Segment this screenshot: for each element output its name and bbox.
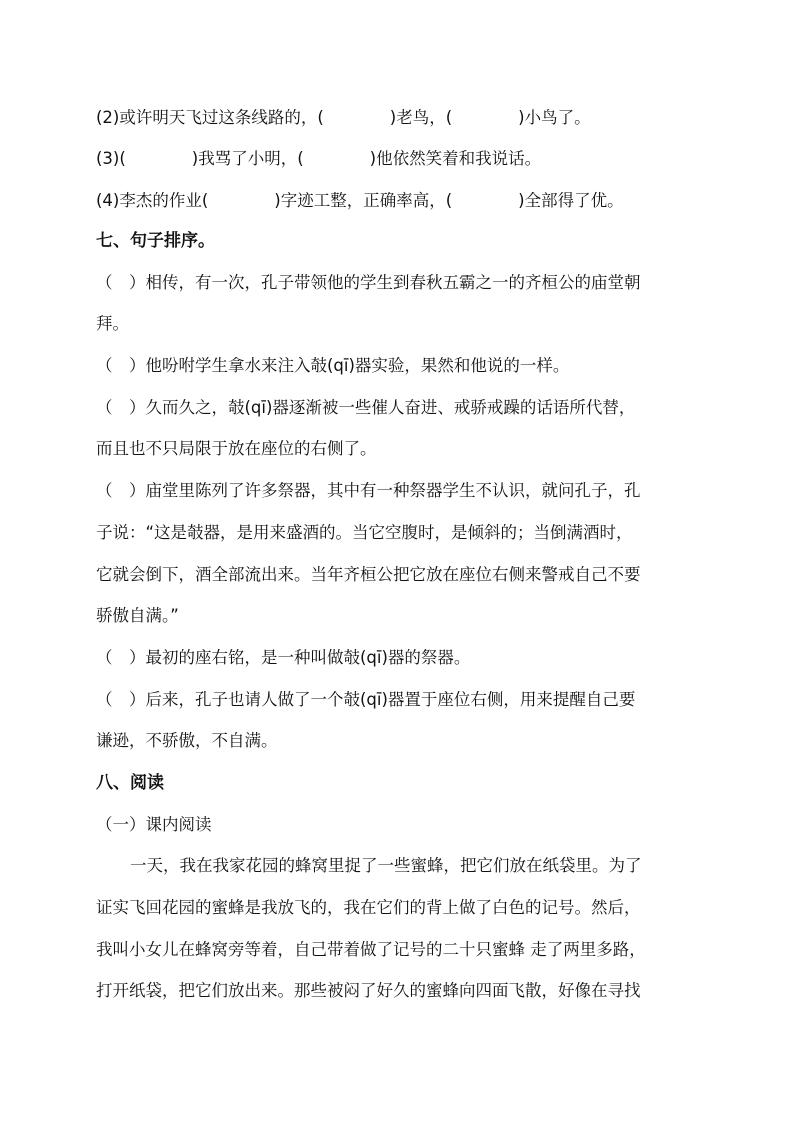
- sentence-order-item-continued: 拜。: [96, 314, 129, 333]
- exercise-line-4: (4)李杰的作业( )字迹工整，正确率高，( )全部得了优。: [96, 191, 624, 210]
- exercise-line-2: (2)或许明天飞过这条线路的，( )老鸟，( )小鸟了。: [96, 108, 591, 127]
- exercise-line-3: (3)( )我骂了小明，( )他依然笑着和我说话。: [96, 149, 542, 168]
- subsection-heading-in-class-reading: （一）课内阅读: [96, 815, 212, 834]
- sentence-order-item-continued: 而且也不只局限于放在座位的右侧了。: [96, 439, 377, 458]
- sentence-order-item: （ ）久而久之，攲(qī)器逐渐被一些催人奋进、戒骄戒躁的话语所代替，: [96, 398, 636, 417]
- section-heading-sentence-order: 七、句子排序。: [96, 231, 215, 251]
- reading-paragraph-line: 一天，我在我家花园的蜂窝里捉了一些蜜蜂，把它们放在纸袋里。为了: [130, 856, 642, 875]
- sentence-order-item-continued: 它就会倒下，酒全部流出来。当年齐桓公把它放在座位右侧来警戒自己不要: [96, 565, 641, 584]
- sentence-order-item-continued: 谦逊，不骄傲，不自满。: [96, 731, 278, 750]
- sentence-order-item: （ ）他吩咐学生拿水来注入攲(qī)器实验，果然和他说的一样。: [96, 356, 570, 375]
- reading-paragraph-line: 我叫小女儿在蜂窝旁等着，自己带着做了记号的二十只蜜蜂 走了两里多路，: [96, 940, 646, 959]
- sentence-order-item: （ ）相传，有一次，孔子带领他的学生到春秋五霸之一的齐桓公的庙堂朝: [96, 273, 641, 292]
- sentence-order-item-continued: 骄傲自满。”: [96, 606, 179, 625]
- section-heading-reading: 八、阅读: [96, 773, 164, 793]
- sentence-order-item: （ ）最初的座右铭，是一种叫做攲(qī)器的祭器。: [96, 648, 471, 667]
- reading-paragraph-line: 打开纸袋，把它们放出来。那些被闷了好久的蜜蜂向四面飞散，好像在寻找: [96, 981, 641, 1000]
- sentence-order-item-continued: 子说：“这是攲器，是用来盛酒的。当它空腹时，是倾斜的；当倒满酒时，: [96, 523, 633, 542]
- reading-paragraph-line: 证实飞回花园的蜜蜂是我放飞的，我在它们的背上做了白色的记号。然后，: [96, 898, 641, 917]
- sentence-order-item: （ ）后来，孔子也请人做了一个攲(qī)器置于座位右侧，用来提醒自己要: [96, 690, 636, 709]
- sentence-order-item: （ ）庙堂里陈列了许多祭器，其中有一种祭器学生不认识，就问孔子，孔: [96, 481, 641, 500]
